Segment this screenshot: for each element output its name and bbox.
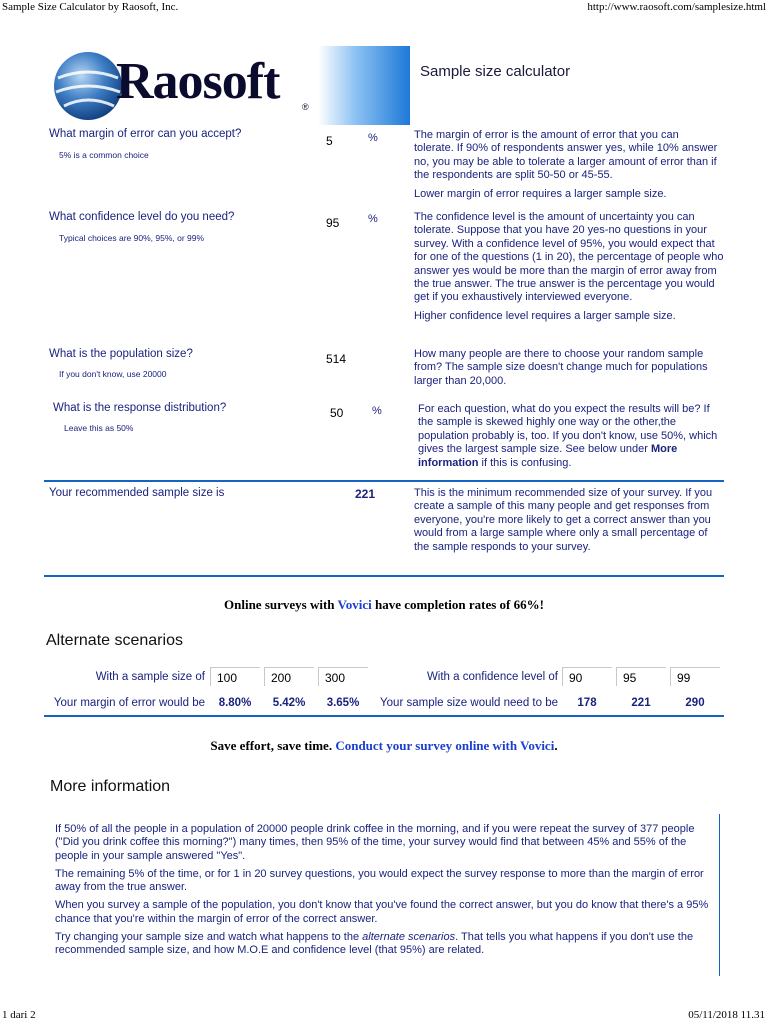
promo-save-pre: Save effort, save time. (210, 738, 336, 753)
alternate-bottom-rule (44, 715, 724, 717)
question-population-size: What is the population size? (49, 348, 193, 360)
more-information-body (55, 823, 715, 963)
alt-need-2: 221 (631, 697, 651, 709)
response-distribution-unit: % (372, 405, 382, 417)
more-info-p4 (55, 931, 715, 958)
more-info-side-rule (719, 814, 720, 976)
confidence-level-unit: % (368, 213, 378, 225)
more-info-p4-em: alternate scenarios (362, 931, 456, 944)
alt-sample-size-3[interactable]: 300 (318, 667, 368, 686)
description-confidence-level-p1: The confidence level is the amount of uncertainty you can tolerate. Suppose that you have 20 yes-no questions in your survey. With a confidence level of 95%, you would expect that for one of the questions (1 in 20), the percentage of people who answer yes would be more than the margin of error away from the true answer. The true answer is the percentage you would get if you exhaustively interviewed everyone. (414, 211, 724, 304)
hint-confidence-level: Typical choices are 90%, 95%, or 99% (59, 233, 205, 243)
page-title: Sample size calculator (420, 63, 571, 80)
description-margin-of-error-p2: Lower margin of error requires a larger sample size. (414, 187, 667, 200)
alt-confidence-2[interactable]: 95 (616, 667, 666, 686)
print-footer-datetime: 05/11/2018 11.31 (688, 1009, 765, 1021)
promo-completion-rates (0, 597, 768, 613)
header-gradient-block (318, 46, 410, 125)
print-footer-page: 1 dari 2 (2, 1009, 36, 1021)
alt-moe-1: 8.80% (218, 697, 252, 709)
description-response-distribution (418, 403, 723, 470)
alt-moe-3: 3.65% (326, 697, 360, 709)
question-margin-of-error: What margin of error can you accept? (49, 128, 242, 140)
promo-save-effort (0, 738, 768, 754)
result-label: Your recommended sample size is (49, 487, 225, 499)
margin-of-error-input[interactable]: 5 (326, 134, 333, 148)
recommended-sample-size: 221 (355, 487, 376, 501)
alt-need-3: 290 (685, 697, 705, 709)
result-top-rule (44, 480, 724, 482)
print-header-url: http://www.raosoft.com/samplesize.html (587, 1, 766, 13)
description-margin-of-error (414, 129, 719, 206)
print-header-title: Sample Size Calculator by Raosoft, Inc. (2, 1, 179, 13)
more-information-heading: More information (50, 778, 171, 795)
confidence-level-input[interactable]: 95 (326, 216, 340, 230)
margin-of-error-unit: % (368, 132, 378, 144)
alt-sample-size-2[interactable]: 200 (264, 667, 314, 686)
margin-of-error-label: Your margin of error would be (53, 697, 205, 709)
sample-size-label: With a sample size of (95, 671, 205, 683)
more-info-p4-pre: Try changing your sample size and watch what happens to the (55, 931, 363, 944)
alt-confidence-3[interactable]: 99 (670, 667, 720, 686)
description-confidence-level-p2: Higher confidence level requires a larger sample size. (414, 309, 676, 322)
question-confidence-level: What confidence level do you need? (49, 211, 235, 223)
hint-population-size: If you don't know, use 20000 (59, 369, 167, 379)
raosoft-logo-text: Raosoft (116, 53, 280, 110)
more-info-p4-post: . That tells you what happens if you don't use the recommended sample size, and how M.O.E and confidence level (that 95%) are related. (55, 931, 694, 957)
more-info-p1: If 50% of all the people in a population of 20000 people drink coffee in the morning, and if you were repeat the survey of 377 people ("Did you drink coffee this morning?") many times, then 95% of the time, your survey would find that between 45% and 55% of the people in your sample answered "Yes". (55, 823, 695, 862)
promo-completion-pre: Online surveys with (224, 597, 338, 612)
more-info-p3: When you survey a sample of the population, you don't know that you've found the correct answer, but you do know that there's a 95% chance that you're within the margin of error of the correct answer. (55, 899, 709, 925)
conduct-survey-link[interactable]: Conduct your survey online with Vovici (335, 738, 555, 753)
more-information-link[interactable]: More information (418, 443, 678, 469)
alternate-scenarios-heading: Alternate scenarios (46, 632, 183, 649)
question-response-distribution: What is the response distribution? (53, 402, 227, 414)
alt-sample-size-1[interactable]: 100 (210, 667, 260, 686)
description-confidence-level (414, 211, 724, 328)
alt-confidence-1[interactable]: 90 (562, 667, 612, 686)
description-margin-of-error-p1: The margin of error is the amount of error that you can tolerate. If 90% of respondents answer yes, while 10% answer no, you may be able to tolerate a larger amount of error than if the respondents are split 50-50 or 45-55. (414, 129, 718, 182)
registered-mark: ® (302, 102, 309, 112)
description-population-size (414, 348, 724, 393)
population-size-input[interactable]: 514 (326, 352, 347, 366)
more-info-p2: The remaining 5% of the time, or for 1 in 20 survey questions, you would expect the survey response to more than the margin of error away from the true answer. (55, 867, 704, 894)
result-description: This is the minimum recommended size of your survey. If you create a sample of this many people and get responses from everyone, you're more likely to get a correct answer than you would from a large sample where only a small percentage of the sample responds to your survey. (414, 487, 713, 553)
promo-save-post: . (554, 738, 558, 753)
description-response-distribution-text: For each question, what do you expect the results will be? If the sample is skewed highly one way or the other,the population probably is, too. If you don't know, use 50%, which gives the largest sample size. See below under (418, 403, 718, 456)
response-distribution-input[interactable]: 50 (330, 406, 344, 420)
description-response-distribution-end: if this is confusing. (478, 456, 572, 469)
alt-moe-2: 5.42% (272, 697, 306, 709)
result-bottom-rule (44, 575, 724, 577)
alt-need-1: 178 (577, 697, 597, 709)
sample-size-need-label: Your sample size would need to be (380, 697, 558, 709)
confidence-level-label: With a confidence level of (426, 671, 558, 683)
hint-response-distribution: Leave this as 50% (64, 423, 134, 433)
raosoft-logo (50, 48, 312, 124)
promo-completion-post: have completion rates of 66%! (371, 597, 544, 612)
description-population-size-p1: How many people are there to choose your random sample from? The sample size doesn't change much for populations larger than 20,000. (414, 348, 708, 387)
vovici-link[interactable]: Vovici (337, 597, 372, 612)
hint-margin-of-error: 5% is a common choice (59, 150, 149, 160)
